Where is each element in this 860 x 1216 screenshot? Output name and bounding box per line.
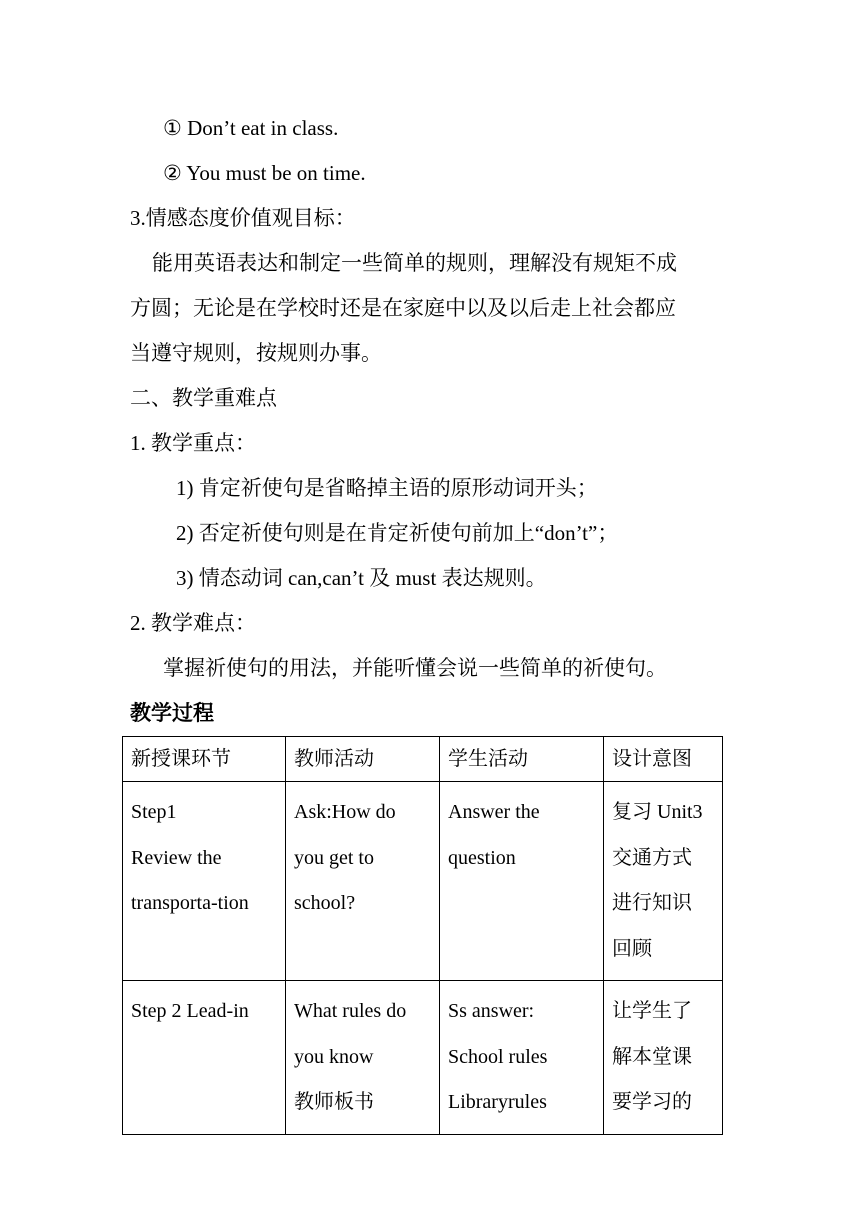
cell-line: you know [294, 1045, 374, 1068]
cell-line: 解本堂课 [612, 1045, 692, 1068]
difficulty-text: 掌握祈使句的用法，并能听懂会说一些简单的祈使句。 [163, 656, 667, 680]
table-cell [440, 981, 604, 1135]
example-item-1: ① Don’t eat in class. [163, 116, 339, 140]
header-cell: 教师活动 [286, 737, 440, 782]
cell-line: Step1 [131, 801, 177, 823]
cell-line: 交通方式 [612, 846, 692, 869]
table-cell [604, 981, 723, 1135]
cell-line: Ask:How do [294, 801, 396, 823]
header-cell: 设计意图 [604, 737, 723, 782]
process-title: 教学过程 [130, 701, 214, 725]
emotion-goal-line-1: 能用英语表达和制定一些简单的规则，理解没有规矩不成 [152, 251, 677, 275]
cell-line: transporta-tion [131, 892, 249, 914]
key-points-section-title: 二、教学重难点 [130, 386, 277, 410]
table-cell [123, 981, 286, 1135]
table-row [123, 981, 723, 1135]
cell-line: question [448, 846, 516, 869]
cell-line: 回顾 [612, 937, 652, 960]
table-cell [440, 782, 604, 981]
cell-line: Ss answer: [448, 1000, 535, 1022]
focus-item-2: 2) 否定祈使句则是在肯定祈使句前加上“don’t”； [176, 521, 619, 545]
cell-line: 复习 Unit3 [612, 801, 703, 823]
table-header-row [123, 737, 723, 782]
cell-line: Review the [131, 846, 222, 869]
cell-line: 进行知识 [612, 892, 692, 914]
cell-line: 要学习的 [612, 1091, 692, 1113]
example-item-2: ② You must be on time. [163, 161, 366, 185]
focus-item-1: 1) 肯定祈使句是省略掉主语的原形动词开头； [176, 476, 598, 500]
header-cell: 学生活动 [440, 737, 604, 782]
cell-line: 教师板书 [294, 1091, 374, 1113]
process-table [122, 736, 723, 1135]
focus-heading: 1. 教学重点： [130, 431, 256, 455]
emotion-goal-line-2: 方圆；无论是在学校时还是在家庭中以及以后走上社会都应 [130, 296, 676, 320]
cell-line: 让学生了 [612, 1000, 692, 1022]
table-row [123, 782, 723, 981]
cell-line: you get to [294, 846, 374, 869]
header-cell: 新授课环节 [123, 737, 286, 782]
difficulty-heading: 2. 教学难点： [130, 611, 256, 635]
focus-item-3: 3) 情态动词 can,can’t 及 must 表达规则。 [176, 566, 547, 590]
cell-line: school? [294, 892, 356, 914]
table-cell [286, 782, 440, 981]
emotion-goal-line-3: 当遵守规则，按规则办事。 [130, 341, 382, 365]
cell-line: Libraryrules [448, 1091, 547, 1113]
cell-line: What rules do [294, 1000, 407, 1022]
table-cell [286, 981, 440, 1135]
table-cell [123, 782, 286, 981]
cell-line: Step 2 Lead-in [131, 1000, 249, 1022]
cell-line: School rules [448, 1045, 548, 1068]
table-cell [604, 782, 723, 981]
cell-line: Answer the [448, 801, 540, 823]
emotion-goal-heading: 3.情感态度价值观目标： [130, 206, 356, 230]
